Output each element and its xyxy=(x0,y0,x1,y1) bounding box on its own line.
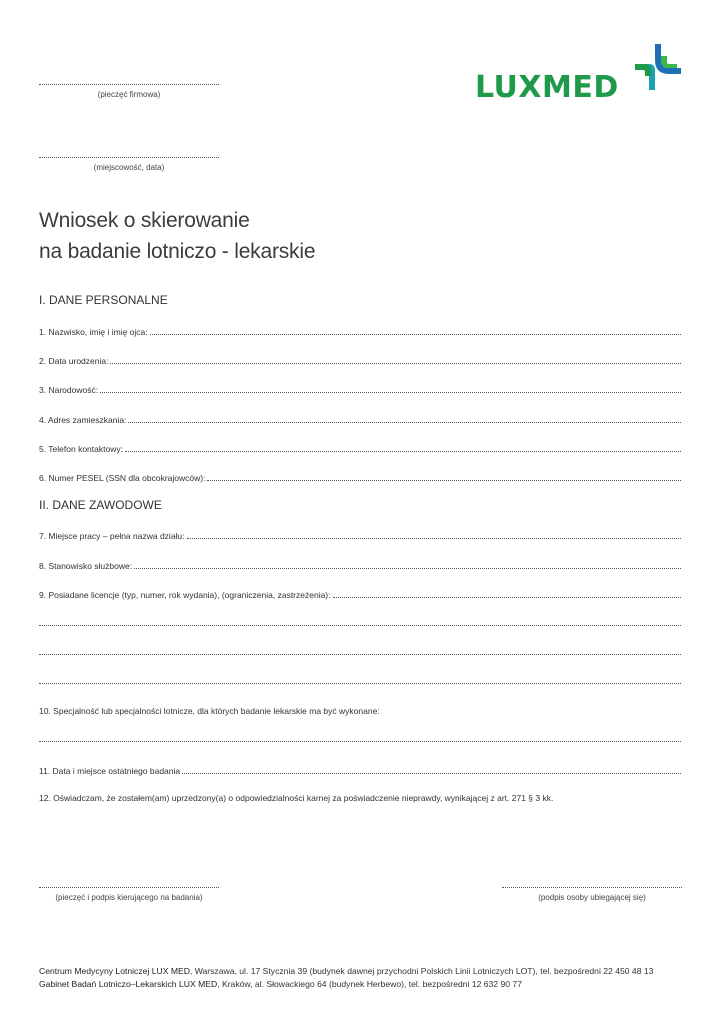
field-label: 2. Data urodzenia: xyxy=(39,356,109,366)
field-phone[interactable] xyxy=(39,442,681,454)
fill-line[interactable] xyxy=(187,538,681,539)
fill-line[interactable] xyxy=(182,773,681,774)
field-name[interactable] xyxy=(39,325,681,337)
fill-line[interactable] xyxy=(128,422,681,423)
footer-office-name: Gabinet Badań Lotniczo–Lekarskich LUX MED xyxy=(39,979,218,989)
field-last-exam[interactable] xyxy=(39,764,681,776)
item-12-declaration: 12. Oświadczam, że zostałem(am) uprzedzony(a) o odpowiedzialności karnej za poświadczenie nieprawdy, wynikającej z art. 271 § 3 kk. xyxy=(39,793,554,803)
section-heading-personal: I. DANE PERSONALNE xyxy=(39,293,168,307)
fill-line[interactable] xyxy=(125,451,681,452)
item-10-specialties: 10. Specjalność lub specjalności lotnicze, dla których badanie lekarskie ma być wykonane: xyxy=(39,706,380,716)
logo-wordmark: LUXMED xyxy=(475,70,619,105)
company-stamp-caption: (pieczęć firmowa) xyxy=(97,90,161,99)
applicant-signature-line[interactable] xyxy=(502,887,682,888)
fill-line[interactable] xyxy=(134,568,681,569)
specialties-line[interactable] xyxy=(39,741,681,742)
footer-line-1 xyxy=(39,966,653,976)
fill-line[interactable] xyxy=(150,334,681,335)
place-date-line[interactable] xyxy=(39,157,219,158)
footer-office-details: , Kraków, al. Słowackiego 64 (budynek Herbewo), tel. bezpośredni 12 632 90 77 xyxy=(217,979,522,989)
field-workplace[interactable] xyxy=(39,529,681,541)
licenses-extra-line-2[interactable] xyxy=(39,654,681,655)
form-title-line1: Wniosek o skierowanie xyxy=(39,209,250,232)
licenses-extra-line-3[interactable] xyxy=(39,683,681,684)
fill-line[interactable] xyxy=(333,597,681,598)
field-label: 7. Miejsce pracy – pełna nazwa działu: xyxy=(39,531,185,541)
field-label: 8. Stanowisko służbowe: xyxy=(39,561,133,571)
field-label: 5. Telefon kontaktowy: xyxy=(39,444,123,454)
section-heading-professional: II. DANE ZAWODOWE xyxy=(39,498,162,512)
company-stamp-line[interactable] xyxy=(39,84,219,85)
footer-center-details: , Warszawa, ul. 17 Stycznia 39 (budynek dawnej przychodni Polskich Linii Lotniczych LOT), tel. bezpośredni 22 450 48 13 xyxy=(189,966,654,976)
fill-line[interactable] xyxy=(207,480,681,481)
referrer-signature-caption: (pieczęć i podpis kierującego na badania) xyxy=(55,893,203,902)
licenses-extra-line-1[interactable] xyxy=(39,625,681,626)
footer-line-2 xyxy=(39,979,522,989)
field-licenses[interactable] xyxy=(39,588,681,600)
applicant-signature-caption: (podpis osoby ubiegającej się) xyxy=(538,893,646,902)
luxmed-logo xyxy=(475,42,685,106)
field-address[interactable] xyxy=(39,413,681,425)
field-label: 1. Nazwisko, imię i imię ojca: xyxy=(39,327,148,337)
field-label: 6. Numer PESEL (SSN dla obcokrajowców): xyxy=(39,473,206,483)
field-label: 4. Adres zamieszkania: xyxy=(39,415,127,425)
footer-center-name: Centrum Medycyny Lotniczej LUX MED xyxy=(39,966,190,976)
form-title-line2: na badanie lotniczo - lekarskie xyxy=(39,240,316,263)
place-date-caption: (miejscowość, data) xyxy=(93,163,165,172)
referrer-signature-line[interactable] xyxy=(39,887,219,888)
fill-line[interactable] xyxy=(100,392,681,393)
field-pesel[interactable] xyxy=(39,471,681,483)
fill-line[interactable] xyxy=(110,363,681,364)
field-label: 11. Data i miejsce ostatniego badania xyxy=(39,766,181,776)
field-nationality[interactable] xyxy=(39,383,681,395)
field-birth-date[interactable] xyxy=(39,354,681,366)
cross-icon xyxy=(633,42,683,92)
field-label: 9. Posiadane licencje (typ, numer, rok wydania), (ograniczenia, zastrzeżenia): xyxy=(39,590,331,600)
field-label: 3. Narodowość: xyxy=(39,385,99,395)
field-position[interactable] xyxy=(39,559,681,571)
